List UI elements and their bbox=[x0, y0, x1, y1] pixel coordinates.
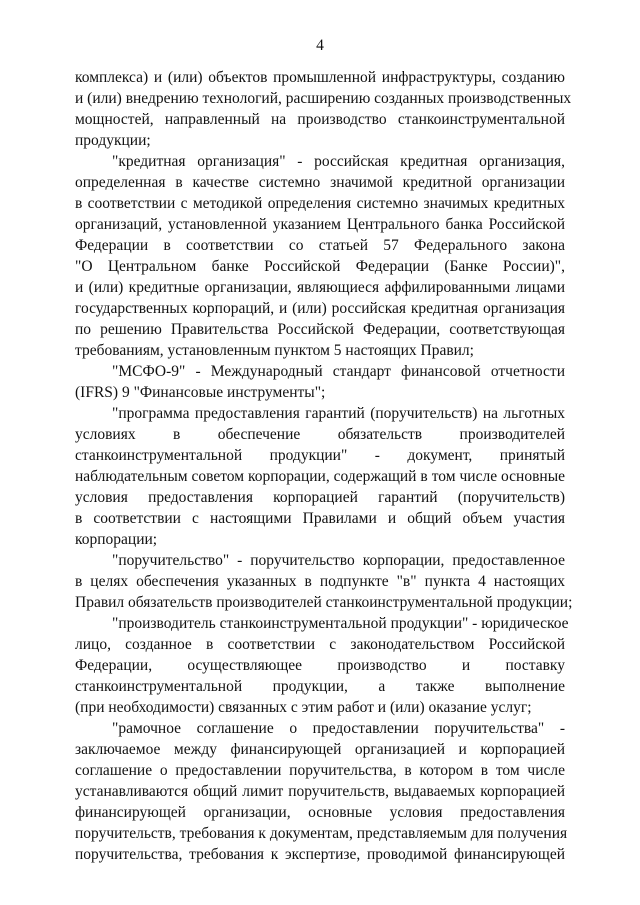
document-body bbox=[75, 67, 573, 865]
text-line: Федерации, осуществляющее производство и поставку bbox=[75, 657, 565, 674]
text-line: требованиям, установленным пунктом 5 настоящих Правил; bbox=[75, 342, 474, 359]
text-line: условиях в обеспечение обязательств производителей bbox=[75, 426, 565, 443]
text-line: условия предоставления корпорацией гарантий (поручительств) bbox=[75, 489, 565, 506]
text-line: "рамочное соглашение о предоставлении поручительства" - bbox=[112, 720, 565, 737]
text-line: "МСФО-9" - Международный стандарт финансовой отчетности bbox=[112, 363, 565, 380]
text-line: в соответствии с настоящими Правилами и общий объем участия bbox=[75, 510, 565, 527]
text-line: государственных корпораций, и (или) российская кредитная организация bbox=[75, 300, 565, 317]
text-line: определенная в качестве системно значимой кредитной организации bbox=[75, 174, 565, 191]
text-line: соглашение о предоставлении поручительства, в котором в том числе bbox=[75, 762, 565, 779]
text-line: мощностей, направленный на производство станкоинструментальной bbox=[75, 111, 565, 128]
text-line: комплекса) и (или) объектов промышленной инфраструктуры, созданию bbox=[75, 69, 565, 86]
text-line: (при необходимости) связанных с этим работ и (или) оказание услуг; bbox=[75, 699, 532, 716]
text-line: "программа предоставления гарантий (поручительств) на льготных bbox=[112, 405, 565, 422]
page-number: 4 bbox=[316, 37, 324, 54]
text-line: "О Центральном банке Российской Федерации (Банке России)", bbox=[75, 258, 565, 275]
text-line: поручительства, требования к экспертизе, проводимой финансирующей bbox=[75, 846, 565, 863]
text-line: по решению Правительства Российской Федерации, соответствующая bbox=[75, 321, 565, 338]
text-line: продукции; bbox=[75, 132, 151, 149]
text-line: финансирующей организации, основные условия предоставления bbox=[75, 804, 565, 821]
text-line: станкоинструментальной продукции, а также выполнение bbox=[75, 678, 565, 695]
text-line: Федерации в соответствии со статьей 57 Федерального закона bbox=[75, 237, 565, 254]
text-line: Правил обязательств производителей станкоинструментальной продукции; bbox=[75, 594, 573, 611]
text-line: и (или) внедрению технологий, расширению созданных производственных bbox=[75, 90, 572, 107]
text-line: заключаемое между финансирующей организацией и корпорацией bbox=[75, 741, 565, 758]
text-line: наблюдательным советом корпорации, содержащий в том числе основные bbox=[75, 468, 565, 485]
text-line: "кредитная организация" - российская кредитная организация, bbox=[112, 153, 565, 170]
text-line: в целях обеспечения указанных в подпункте "в" пункта 4 настоящих bbox=[75, 573, 565, 590]
text-line: в соответствии с методикой определения системно значимых кредитных bbox=[75, 195, 565, 212]
text-line: корпорации; bbox=[75, 531, 158, 548]
text-line: лицо, созданное в соответствии с законодательством Российской bbox=[75, 636, 565, 653]
text-line: станкоинструментальной продукции" - документ, принятый bbox=[75, 447, 565, 464]
text-line: и (или) кредитные организации, являющиеся аффилированными лицами bbox=[75, 279, 565, 296]
text-line: устанавливаются общий лимит поручительств, выдаваемых корпорацией bbox=[75, 783, 565, 800]
text-line: "производитель станкоинструментальной продукции" - юридическое bbox=[112, 615, 569, 632]
text-line: "поручительство" - поручительство корпорации, предоставленное bbox=[112, 552, 565, 569]
text-line: поручительств, требования к документам, представляемым для получения bbox=[75, 825, 568, 842]
text-line: организаций, установленной указанием Центрального банка Российской bbox=[75, 216, 565, 233]
text-line: (IFRS) 9 "Финансовые инструменты"; bbox=[75, 384, 326, 401]
